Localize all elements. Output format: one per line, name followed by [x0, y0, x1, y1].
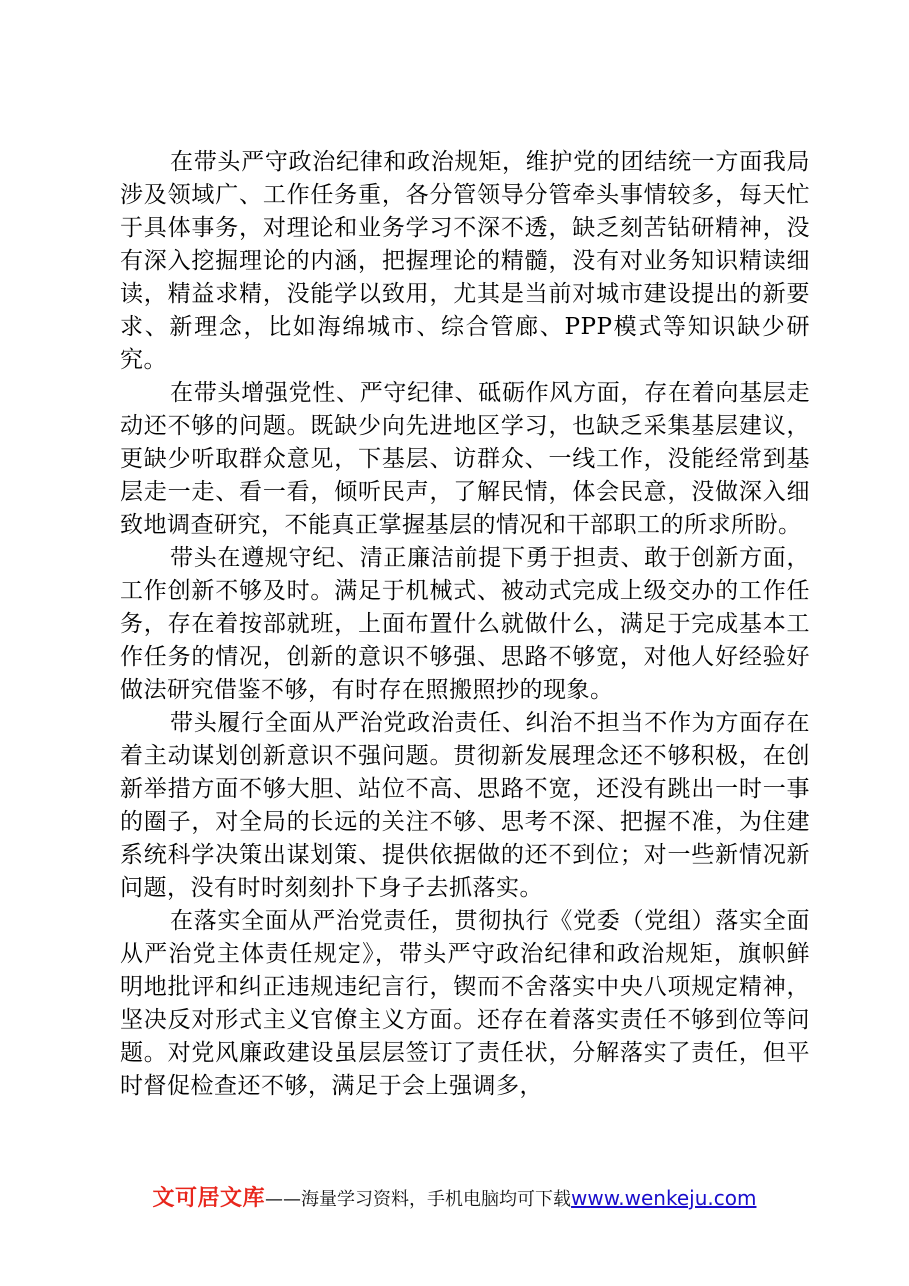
footer-url-link[interactable]: www.wenkeju.com [571, 1186, 757, 1210]
footer-banner [0, 1181, 909, 1215]
footer-slogan: ——海量学习资料，手机电脑均可下载 [265, 1189, 572, 1210]
footer-brand: 文可居文库 [152, 1186, 266, 1211]
paragraph-2: 在带头增强党性、严守纪律、砥砺作风方面，存在着向基层走动还不够的问题。既缺少向先进地区学习，也缺乏采集基层建议，更缺少听取群众意见，下基层、访群众、一线工作，没能经常到基层走一走、看一看，倾听民声，了解民情，体会民意，没做深入细致地调查研究，不能真正掌握基层的情况和干部职工的所求所盼。 [120, 380, 810, 538]
document-body [120, 146, 810, 1103]
paragraph-4: 带头履行全面从严治党政治责任、纠治不担当不作为方面存在着主动谋划创新意识不强问题。贯彻新发展理念还不够积极，在创新举措方面不够大胆、站位不高、思路不宽，还没有跳出一时一事的圈子，对全局的长远的关注不够、思考不深、把握不准，为住建系统科学决策出谋划策、提供依据做的还不到位；对一些新情况新问题，没有时时刻刻扑下身子去抓落实。 [120, 710, 810, 901]
paragraph-1: 在带头严守政治纪律和政治规矩，维护党的团结统一方面我局涉及领域广、工作任务重，各分管领导分管牵头事情较多，每天忙于具体事务，对理论和业务学习不深不透，缺乏刻苦钻研精神，没有深入挖掘理论的内涵，把握理论的精髓，没有对业务知识精读细读，精益求精，没能学以致用，尤其是当前对城市建设提出的新要求、新理念，比如海绵城市、综合管廊、PPP模式等知识缺少研究。 [120, 149, 810, 373]
paragraph-5: 在落实全面从严治党责任，贯彻执行《党委（党组）落实全面从严治党主体责任规定》，带头严守政治纪律和政治规矩，旗帜鲜明地批评和纠正违规违纪言行，锲而不舍落实中央八项规定精神，坚决反对形式主义官僚主义方面。还存在着落实责任不够到位等问题。对党风廉政建设虽层层签订了责任状，分解落实了责任，但平时督促检查还不够，满足于会上强调多， [120, 908, 810, 1099]
paragraph-3: 带头在遵规守纪、清正廉洁前提下勇于担责、敢于创新方面，工作创新不够及时。满足于机械式、被动式完成上级交办的工作任务，存在着按部就班，上面布置什么就做什么，满足于完成基本工作任务的情况，创新的意识不够强、思路不够宽，对他人好经验好做法研究借鉴不够，有时存在照搬照抄的现象。 [120, 545, 810, 703]
